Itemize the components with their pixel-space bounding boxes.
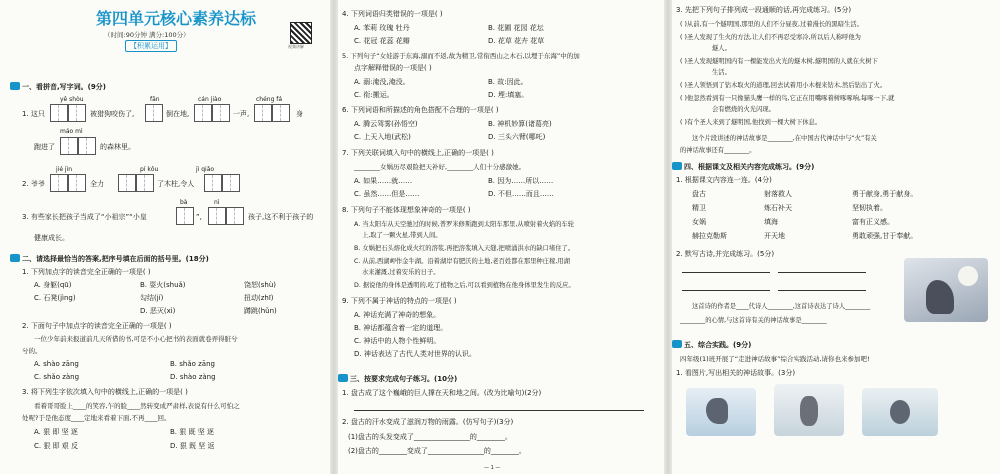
- question-text: 2. 下面句子中加点字的读音完全正确的一项是( ): [22, 322, 172, 330]
- qr-code-icon[interactable]: [290, 22, 312, 44]
- writing-box[interactable]: [136, 174, 154, 192]
- poem-line[interactable]: [778, 272, 866, 273]
- option-c[interactable]: C. 上天入地(武松): [354, 133, 411, 141]
- option-a[interactable]: A. 神话充满了神奇的想象。: [354, 311, 441, 319]
- option-a[interactable]: A. shào zāng: [34, 360, 79, 368]
- section-5-heading: 五、综合实践。(9分): [672, 340, 751, 350]
- ordering-item[interactable]: ( )圣人发现燧明国内有一棵能发出火光的燧木树,燧明国的人就在火树下: [680, 58, 878, 65]
- option-c[interactable]: C. 神话中的人物个性鲜明。: [354, 337, 441, 345]
- writing-box[interactable]: [68, 174, 86, 192]
- question-text: 2. 盘古的汗水变成了滋润万物的雨露。(仿写句子)(3分): [342, 418, 514, 426]
- writing-box[interactable]: [78, 137, 96, 155]
- fill-blank-line[interactable]: (2)盘古的________变成了________________的________。: [348, 447, 526, 455]
- section-tag: 【积累运用】: [125, 40, 177, 52]
- writing-box[interactable]: [204, 174, 222, 192]
- writing-box[interactable]: [118, 174, 136, 192]
- question-text: 7. 下列关联词填入句中的横线上,正确的一项是( ): [342, 149, 494, 157]
- option-a[interactable]: A. 身躯(qū): [34, 281, 72, 289]
- writing-box[interactable]: [176, 207, 194, 225]
- option-b[interactable]: B. 故:因此。: [488, 78, 528, 86]
- option-text[interactable]: C. 石凳(jìng): [34, 294, 76, 302]
- passage-text: 兮的。: [22, 347, 42, 355]
- instruction-text: 四年级(1)班开展了“走进神话故事”综合实践活动,请你也来参加吧!: [680, 355, 870, 363]
- ordering-item[interactable]: ( )圣人发现了生火的方法,让人们不再忍受寒冷,所以后人称呼他为: [680, 34, 861, 41]
- option-d[interactable]: D. 据说他的身体是透明的,吃了植物之后,可以看到植物在他身体里发生的反应。: [354, 282, 575, 289]
- option-a[interactable]: A. 腾云驾雾(孙悟空): [354, 120, 418, 128]
- fill-blank-line[interactable]: (1)盘古的头发变成了________________的________。: [348, 433, 512, 441]
- section-4-heading: 四、根据课文及相关内容完成练习。(9分): [672, 162, 814, 172]
- question-text: ”,: [196, 213, 202, 221]
- pinyin: jié jìn: [56, 166, 73, 173]
- match-mid[interactable]: 炼石补天: [764, 204, 792, 212]
- pinyin: jì qiǎo: [196, 166, 215, 173]
- column-3: [672, 0, 1000, 474]
- writing-box[interactable]: [212, 104, 230, 122]
- page-number: — 1 —: [484, 465, 501, 471]
- question-text: 1. 看图片,写出相关的神话故事。(3分): [676, 369, 796, 377]
- match-right[interactable]: 富有正义感。: [852, 218, 894, 226]
- page-subtitle: （时间:90分钟 满分:100分）: [104, 31, 190, 39]
- ordering-item-cont: 生活。: [712, 69, 731, 76]
- option-c[interactable]: C. 花冠 花蕊 花瓣: [354, 37, 410, 45]
- pinyin: yě shòu: [60, 96, 84, 103]
- section-marker-icon: [672, 340, 682, 348]
- answer-line[interactable]: [354, 410, 644, 411]
- option-c[interactable]: C. 衔:搬运。: [354, 91, 394, 99]
- question-text: 一声,: [233, 110, 250, 118]
- match-right[interactable]: 坚韧执着。: [852, 204, 887, 212]
- passage-text: 看着哥哥脸上____的笑容,乍的脸____然转变成严肃样,表说有什么可怕之: [34, 402, 240, 410]
- fill-blank-line[interactable]: ________的心情,与这首诗有关的神话故事是________: [680, 317, 827, 324]
- pinyin: pí kǒu: [140, 166, 159, 173]
- option-d[interactable]: D. 三头六臂(哪吒): [488, 133, 546, 141]
- poem-illustration-image: [904, 258, 988, 322]
- writing-box[interactable]: [194, 104, 212, 122]
- option-text: 上,取了一颗火星,带到人间。: [362, 232, 442, 239]
- question-text: 身: [296, 110, 303, 118]
- figure-icon: [890, 400, 910, 424]
- section-1-heading: 一、看拼音,写字词。(9分): [10, 82, 106, 92]
- poem-line[interactable]: [682, 290, 770, 291]
- myth-picture-2-image: [774, 384, 844, 436]
- match-left[interactable]: 赫拉克勒斯: [692, 232, 727, 240]
- figure-icon: [800, 396, 818, 426]
- question-text: 全力: [90, 180, 104, 188]
- option-text[interactable]: B. 耍火(shuǎ): [140, 281, 186, 289]
- question-text: 1. 这只: [22, 110, 45, 118]
- writing-box[interactable]: [254, 104, 272, 122]
- writing-box[interactable]: [50, 104, 68, 122]
- option-d[interactable]: D. 不但……而且……: [488, 190, 554, 198]
- ordering-item[interactable]: ( )他忽然看到有一只像猫头鹰一样的鸟,它正在用嘴啄着树啄啄响,每啄一下,就: [680, 95, 895, 102]
- option-text: 水来灌溉,过着安乐的日子。: [362, 269, 440, 276]
- option-text: 扭动(zhī): [244, 294, 274, 302]
- pinyin: fān: [150, 96, 160, 103]
- question-text: 2. 默写古诗,并完成练习。(5分): [676, 250, 775, 258]
- qr-caption: 视频讲解: [288, 44, 304, 49]
- fill-blank-line[interactable]: 这首诗的作者是____代诗人________,这首诗表达了诗人________: [692, 303, 871, 310]
- figure-icon: [706, 398, 728, 424]
- question-text: 2. 爷爷: [22, 180, 45, 188]
- myth-picture-1-image: [686, 388, 756, 436]
- match-mid[interactable]: 填海: [764, 218, 778, 226]
- question-text: 孩子,这不利于孩子的: [248, 213, 314, 221]
- match-mid[interactable]: 射落救人: [764, 190, 792, 198]
- option-a[interactable]: A. 当太阳车从天空驰过的时候,普罗米修斯跑到太阳车那里,从喷射着火焰的车轮: [354, 221, 575, 228]
- pinyin: chéng fá: [256, 96, 283, 103]
- passage-text: ________女娲历尽艰险把天补好,________人们十分感激她。: [354, 163, 526, 171]
- ordering-item-cont: 燧人。: [712, 45, 731, 52]
- pinyin: nì: [214, 199, 220, 206]
- question-text: 被猎狗咬伤了,: [90, 110, 135, 118]
- ordering-item[interactable]: ( )从前,有一个燧明国,那里的人们不分昼夜,过着漫长的黑暗生活。: [680, 21, 863, 28]
- question-text: 点字解释错误的一项是( ): [354, 64, 432, 72]
- writing-box[interactable]: [226, 207, 244, 225]
- section-marker-icon: [672, 162, 682, 170]
- writing-box[interactable]: [60, 137, 78, 155]
- question-text: 的森林里。: [100, 143, 135, 151]
- question-text: 健康成长。: [34, 234, 69, 242]
- match-right[interactable]: 勇于献身,勇于献身。: [852, 190, 918, 198]
- option-b[interactable]: B. 神机妙算(诸葛亮): [488, 120, 552, 128]
- option-d[interactable]: D. 狠 既 坚 返: [170, 442, 215, 450]
- option-c[interactable]: C. 从前,西湖岬作金牛湖。沿着湖岸有肥沃的土地,老百姓都在那里种庄稼,用湖: [354, 258, 570, 265]
- question-text: 6. 下列词语和所描述的角色搭配不合理的一项是( ): [342, 106, 499, 114]
- question-text: 3. 将下列生字依次填入句中的横线上,正确的一项是( ): [22, 388, 188, 396]
- option-d[interactable]: D. 恶灭(xì): [140, 307, 176, 315]
- option-text: 蹲跳(hǔn): [244, 307, 277, 315]
- question-text: 1. 根据课文内容连一连。(4分): [676, 176, 772, 184]
- option-d[interactable]: D. shào zàng: [170, 373, 216, 381]
- match-left[interactable]: 盘古: [692, 190, 706, 198]
- passage-text: 处呢?于是他态度____定地来看着下面,不再____回。: [22, 414, 171, 422]
- page-gutter: [330, 0, 338, 474]
- option-d[interactable]: D. 花草 花卉 花草: [488, 37, 545, 45]
- writing-box[interactable]: [272, 104, 290, 122]
- option-b[interactable]: B. 女娲把石头熔化成火红的溶浆,再把溶浆填入天缝,把喷涌洪水的缺口堵住了。: [354, 245, 575, 252]
- match-left[interactable]: 女娲: [692, 218, 706, 226]
- passage-text: 一位少年前来报道前几天所借的书,可是不小心把书的表面就卷弄得脏兮: [34, 335, 238, 343]
- question-text: 3. 先把下列句子排列成一段通顺的话,再完成练习。(5分): [676, 6, 852, 14]
- writing-box[interactable]: [208, 207, 226, 225]
- option-c[interactable]: C. 狠 即 艰 反: [34, 442, 79, 450]
- section-marker-icon: [10, 254, 20, 262]
- question-text: 1. 盘古成了这个巍峨的巨人撑在天和地之间。(改为比喻句)(2分): [342, 389, 542, 397]
- column-1: [0, 0, 330, 474]
- option-a[interactable]: A. 苯莉 玫瑰 牡丹: [354, 24, 410, 32]
- pinyin: bà: [180, 199, 188, 206]
- moon-icon: [958, 266, 978, 286]
- question-text: 倒在地,: [166, 110, 190, 118]
- match-left[interactable]: 精卫: [692, 204, 706, 212]
- pinyin: cán jiào: [198, 96, 222, 103]
- option-text: 勾结(jí): [140, 294, 164, 302]
- option-c[interactable]: C. 虽然……但是……: [354, 190, 420, 198]
- ordering-item[interactable]: ( )圣人领悟到了钻木取火的道理,回去试着用小木棍来钻木,然后钻出了火。: [680, 82, 887, 89]
- pinyin: máo mì: [60, 128, 83, 135]
- option-a[interactable]: A. 狠 即 坚 逐: [34, 428, 78, 436]
- question-text: 9. 下列不属于神话的特点的一项是( ): [342, 297, 457, 305]
- poem-line[interactable]: [778, 290, 866, 291]
- question-text: 5. 下列句子“女娃游于东海,溺而不返,故为精卫,常衔西山之木石,以埋于东海”中的加: [342, 52, 580, 60]
- option-a[interactable]: A. 溺:淹没,淹没。: [354, 78, 410, 86]
- option-d[interactable]: D. 堙:填塞。: [488, 91, 529, 99]
- option-c[interactable]: C. shǎo zàng: [34, 373, 80, 381]
- myth-picture-3-image: [862, 388, 938, 436]
- poem-line[interactable]: [682, 272, 770, 273]
- section-marker-icon: [338, 374, 348, 382]
- figure-silhouette-icon: [926, 280, 954, 314]
- option-text: 饶恕(shù): [244, 281, 276, 289]
- option-b[interactable]: B. 狠 既 坚 逐: [170, 428, 214, 436]
- fill-blank-line[interactable]: 这个片段讲述的神话故事是________,在中国古代神话中与“火”有关: [692, 135, 877, 142]
- question-text: 3. 有些家长把孩子当成了“小祖宗”“小皇: [22, 213, 147, 221]
- question-text: 8. 下列句子不能体现想象神奇的一项是( ): [342, 206, 471, 214]
- match-mid[interactable]: 开天地: [764, 232, 785, 240]
- question-text: 了木柱,令人: [157, 180, 195, 188]
- ordering-item-cont: 会有燃烧的火光闪现。: [712, 106, 775, 113]
- option-b[interactable]: B. shǎo zāng: [170, 360, 215, 368]
- section-2-heading: 二、请选择最恰当的答案,把序号填在后面的括号里。(18分): [10, 254, 209, 264]
- writing-box[interactable]: [50, 174, 68, 192]
- option-b[interactable]: B. 因为……所以……: [488, 177, 554, 185]
- page-title: 第四单元核心素养达标: [96, 9, 257, 28]
- writing-box[interactable]: [145, 104, 163, 122]
- question-text: 1. 下列加点字的读音完全正确的一项是( ): [22, 268, 151, 276]
- page-gutter: [664, 0, 672, 474]
- column-2: [338, 0, 664, 474]
- writing-box[interactable]: [68, 104, 86, 122]
- fill-blank-line[interactable]: 的神话故事还有________。: [680, 147, 756, 154]
- option-b[interactable]: B. 神话都蕴含着一定的道理。: [354, 324, 448, 332]
- match-right[interactable]: 勇敢顽强,甘于奉献。: [852, 232, 918, 240]
- option-b[interactable]: B. 花圃 花园 花坛: [488, 24, 544, 32]
- ordering-item[interactable]: ( )有个圣人来到了燧明国,他找到一棵大树下休息。: [680, 119, 822, 126]
- section-3-heading: 三、按要求完成句子练习。(10分): [338, 374, 457, 384]
- option-a[interactable]: A. 如果……就……: [354, 177, 413, 185]
- section-marker-icon: [10, 82, 20, 90]
- option-d[interactable]: D. 神话表达了古代人类对世界的认识。: [354, 350, 476, 358]
- question-text: 4. 下列词语归类错误的一项是( ): [342, 10, 443, 18]
- writing-box[interactable]: [222, 174, 240, 192]
- question-text: 跑进了: [34, 143, 55, 151]
